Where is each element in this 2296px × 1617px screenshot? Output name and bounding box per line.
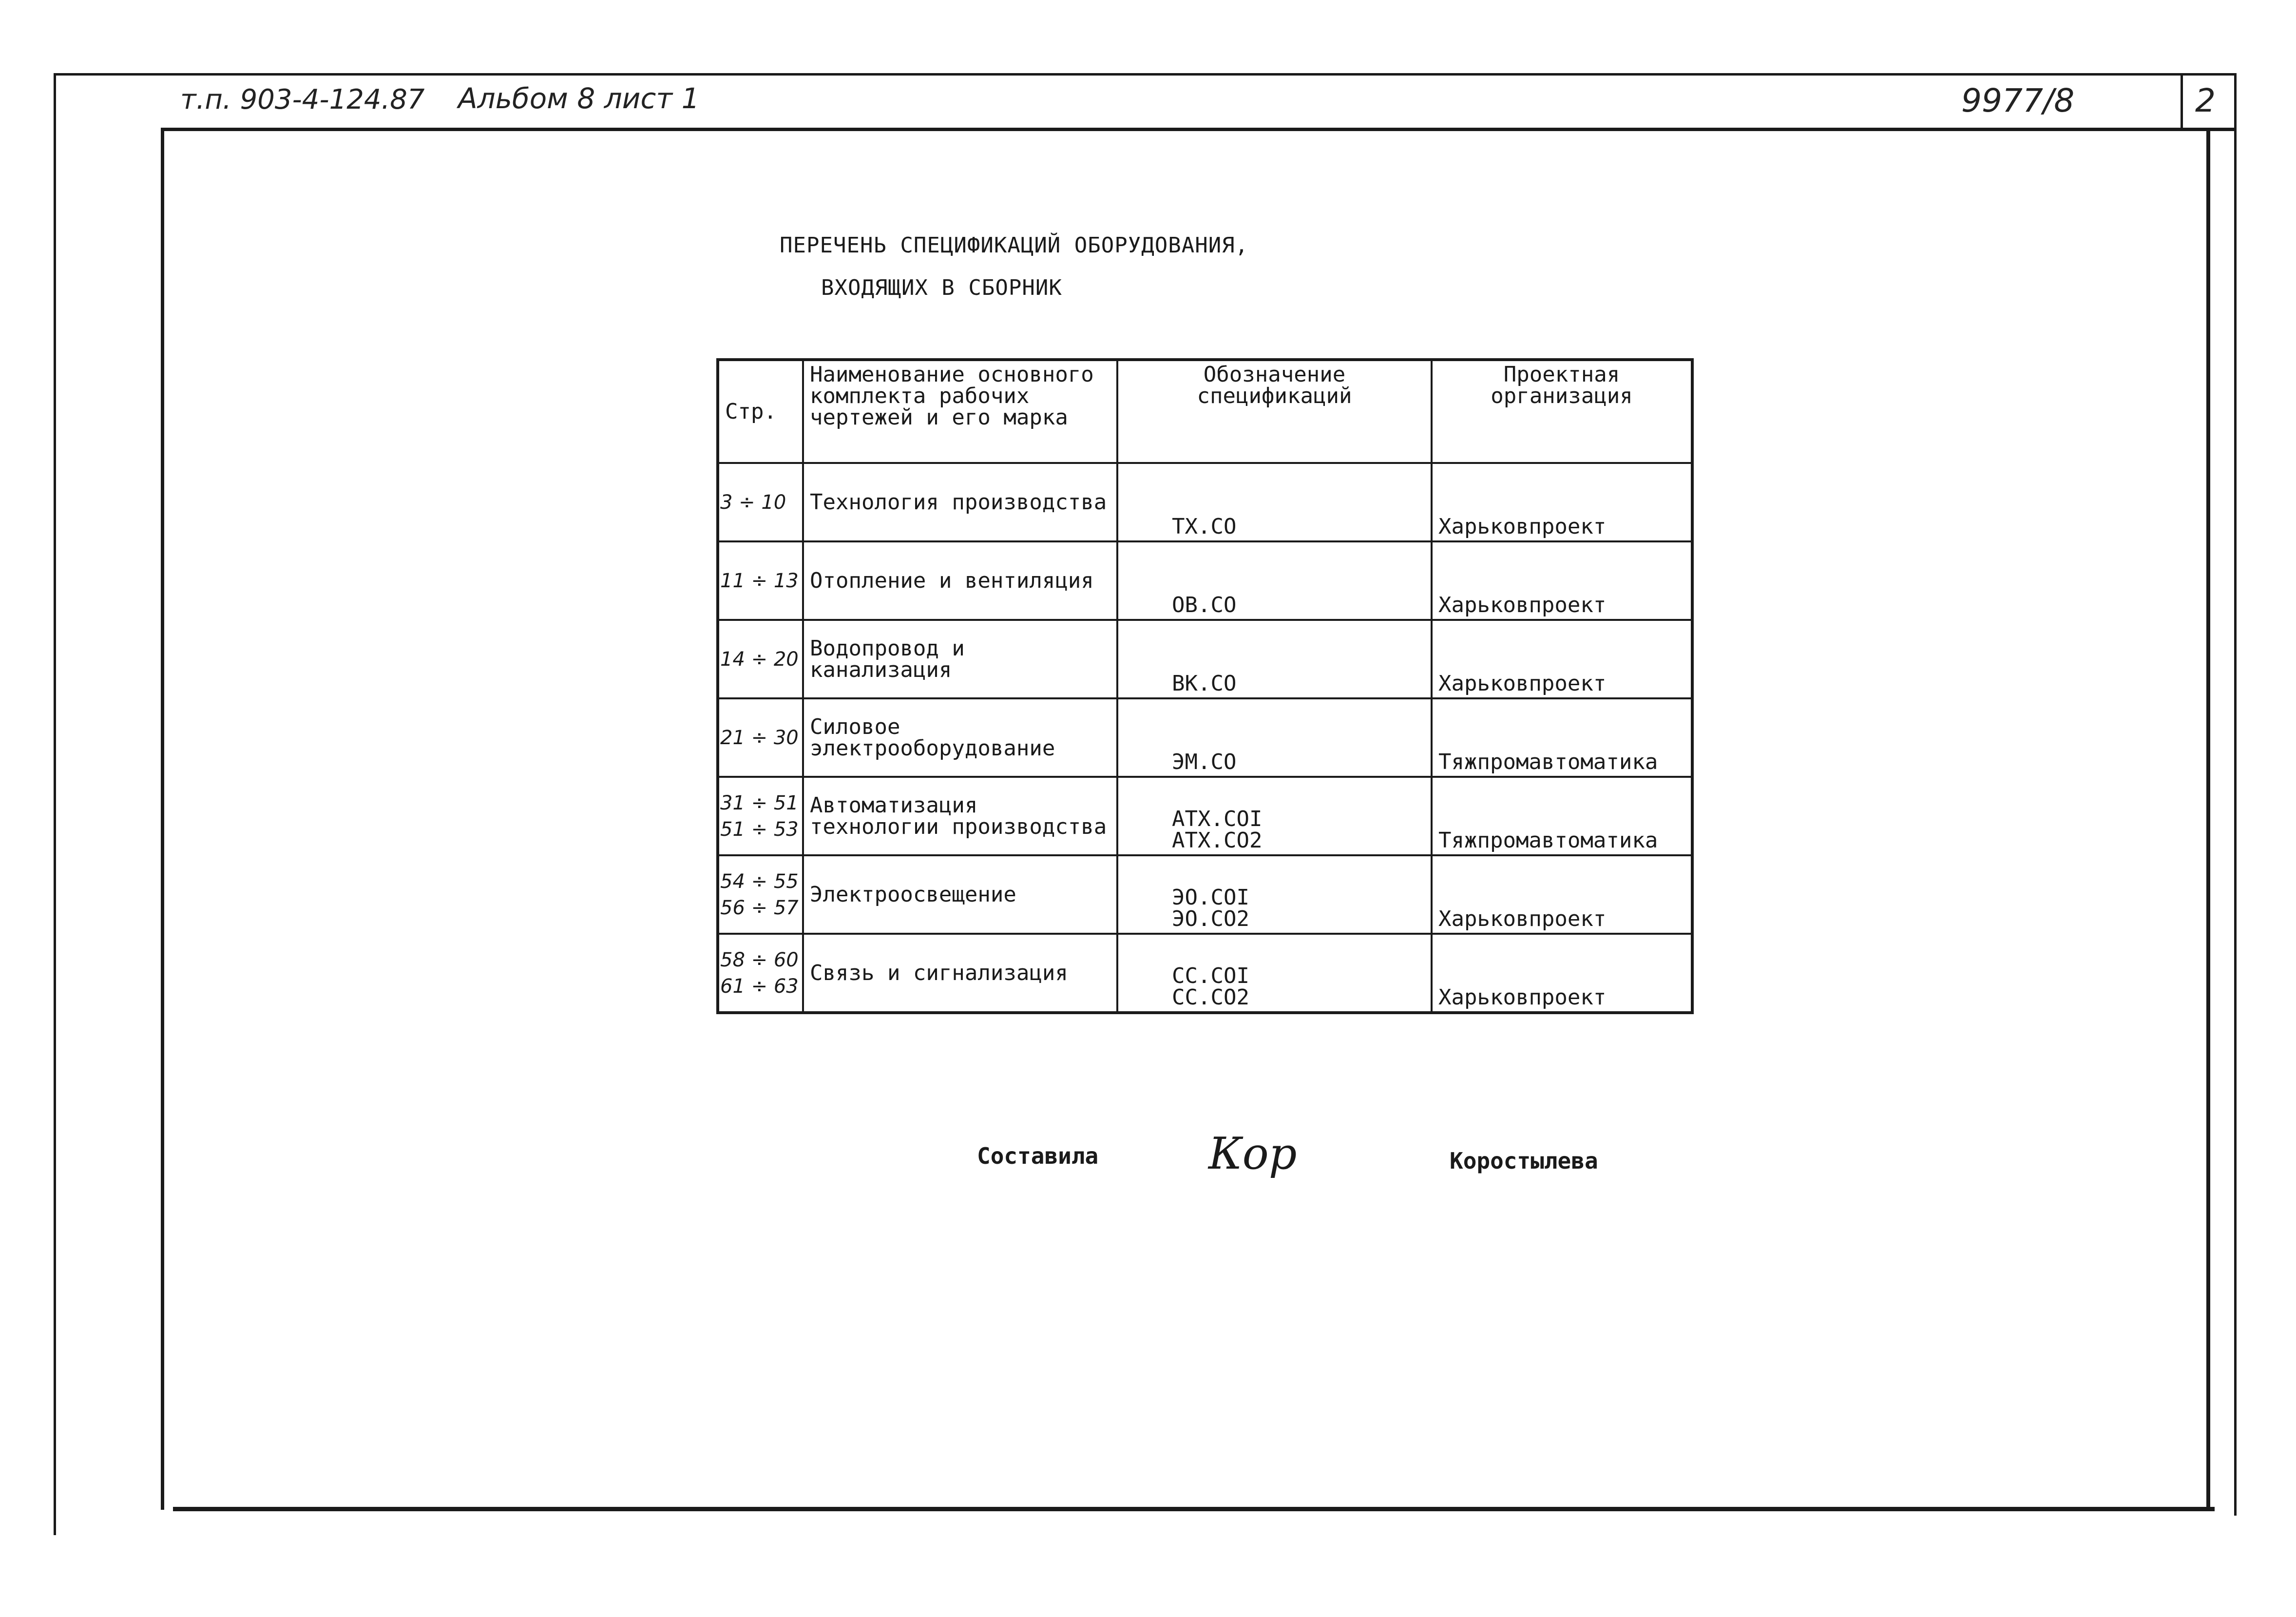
outer-frame-left xyxy=(54,73,56,1535)
cell-codes xyxy=(1117,934,1432,1013)
table-row xyxy=(718,934,1692,1013)
table-row xyxy=(718,855,1692,934)
cell-pages xyxy=(718,463,803,541)
page-title-line1: ПЕРЕЧЕНЬ СПЕЦИФИКАЦИЙ ОБОРУДОВАНИЯ, xyxy=(780,233,1249,258)
cell-pages xyxy=(718,934,803,1013)
spec-code: АТХ.СО2 xyxy=(1172,828,1263,853)
inner-frame-bottom xyxy=(173,1507,2215,1511)
table-row xyxy=(718,541,1692,620)
cell-codes xyxy=(1117,855,1432,934)
cell-name: Водопровод и канализация xyxy=(803,620,1117,698)
spec-code: ОВ.СО xyxy=(1172,593,1237,617)
project-code: т.п. 903-4-124.87 xyxy=(180,84,425,116)
compiler-name: Коростылева xyxy=(1450,1148,1598,1174)
table-row xyxy=(718,777,1692,855)
header-page: Стр. xyxy=(718,360,803,463)
cell-name: Технология производства xyxy=(803,463,1117,541)
cell-codes xyxy=(1117,698,1432,777)
inner-frame-top xyxy=(161,128,2237,131)
header-code: Обозначение спецификаций xyxy=(1117,360,1432,463)
spec-code: СС.СО2 xyxy=(1172,985,1249,1010)
cell-name: Электроосвещение xyxy=(803,855,1117,934)
inner-frame-left xyxy=(161,128,164,1510)
inner-frame-right xyxy=(2206,128,2210,1510)
sheet-number: 2 xyxy=(2195,82,2216,119)
outer-frame-top xyxy=(54,73,2237,76)
cell-codes xyxy=(1117,777,1432,855)
cell-org: Тяжпромавтоматика xyxy=(1432,698,1692,777)
spec-code: ЭМ.СО xyxy=(1172,750,1237,774)
page-range: 51 ÷ 53 xyxy=(720,818,799,841)
cell-pages xyxy=(718,855,803,934)
spec-code: ЭО.СО2 xyxy=(1172,906,1249,931)
cell-org: Харьковпроект xyxy=(1432,541,1692,620)
specification-table xyxy=(716,358,1694,1014)
page-range: 61 ÷ 63 xyxy=(720,975,799,998)
compiled-by-label: Составила xyxy=(977,1143,1099,1169)
cell-codes xyxy=(1117,541,1432,620)
cell-name: Отопление и вентиляция xyxy=(803,541,1117,620)
cell-org: Харьковпроект xyxy=(1432,620,1692,698)
cell-name: Автоматизация технологии производства xyxy=(803,777,1117,855)
header-org: Проектная организация xyxy=(1432,360,1692,463)
cell-name: Связь и сигнализация xyxy=(803,934,1117,1013)
cell-pages xyxy=(718,698,803,777)
cell-name: Силовое электрооборудование xyxy=(803,698,1117,777)
inventory-number: 9977/8 xyxy=(1961,82,2075,119)
page-range: 3 ÷ 10 xyxy=(720,491,786,514)
cell-codes xyxy=(1117,620,1432,698)
cell-org: Тяжпромавтоматика xyxy=(1432,777,1692,855)
page-range: 14 ÷ 20 xyxy=(720,648,799,671)
page-range: 56 ÷ 57 xyxy=(720,896,799,919)
outer-frame-right xyxy=(2234,73,2237,1516)
table-body xyxy=(718,463,1692,1013)
table-row xyxy=(718,463,1692,541)
table-row xyxy=(718,620,1692,698)
cell-pages xyxy=(718,777,803,855)
page-range: 11 ÷ 13 xyxy=(720,569,799,592)
spec-code: ТХ.СО xyxy=(1172,514,1237,539)
cell-org: Харьковпроект xyxy=(1432,934,1692,1013)
spec-code: ЭО.СОI xyxy=(1172,885,1249,910)
spec-code: АТХ.СОI xyxy=(1172,807,1263,831)
spec-code: ВК.СО xyxy=(1172,671,1237,696)
spec-code: СС.СОI xyxy=(1172,963,1249,988)
cell-codes xyxy=(1117,463,1432,541)
album-label: Альбом 8 лист 1 xyxy=(458,82,700,115)
cell-org: Харьковпроект xyxy=(1432,855,1692,934)
page-title-line2: ВХОДЯЩИХ В СБОРНИК xyxy=(821,275,1062,300)
table-header-row xyxy=(718,360,1692,463)
page-range: 58 ÷ 60 xyxy=(720,948,799,971)
cell-pages xyxy=(718,620,803,698)
sheet-number-box-divider xyxy=(2181,73,2183,129)
page-range: 31 ÷ 51 xyxy=(720,791,799,814)
header-name: Наименование основного комплекта рабочих чертежей и его марка xyxy=(803,360,1117,463)
cell-org: Харьковпроект xyxy=(1432,463,1692,541)
page-range: 21 ÷ 30 xyxy=(720,726,799,749)
table-row xyxy=(718,698,1692,777)
page-range: 54 ÷ 55 xyxy=(720,870,799,893)
handwritten-signature: Кор xyxy=(1208,1128,1297,1179)
cell-pages xyxy=(718,541,803,620)
